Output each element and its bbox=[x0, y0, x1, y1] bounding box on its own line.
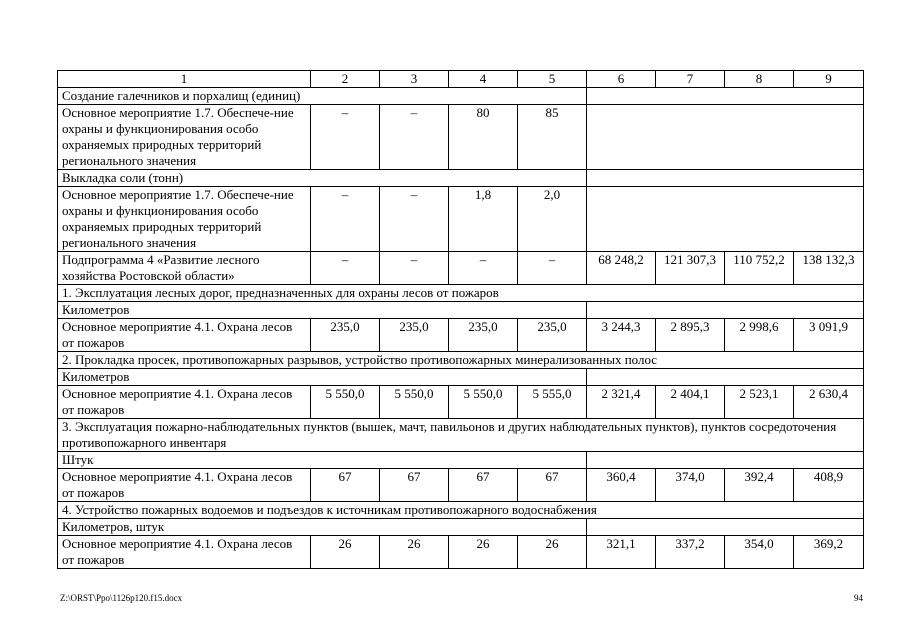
value-cell: 3 244,3 bbox=[587, 319, 656, 352]
row-label: Основное мероприятие 4.1. Охрана лесов от пожаров bbox=[58, 386, 311, 419]
header-cell: 9 bbox=[794, 71, 864, 88]
section-title: Километров bbox=[58, 302, 587, 319]
header-cell: 6 bbox=[587, 71, 656, 88]
header-cell: 3 bbox=[380, 71, 449, 88]
value-cell: 85 bbox=[518, 105, 587, 170]
value-cell: 408,9 bbox=[794, 469, 864, 502]
table-section-row bbox=[58, 452, 864, 469]
value-cell: 67 bbox=[518, 469, 587, 502]
table-section-row bbox=[58, 88, 864, 105]
table-row bbox=[58, 252, 864, 285]
value-cell: 67 bbox=[311, 469, 380, 502]
header-cell: 8 bbox=[725, 71, 794, 88]
value-cell: 110 752,2 bbox=[725, 252, 794, 285]
value-cell: 67 bbox=[380, 469, 449, 502]
header-cell: 2 bbox=[311, 71, 380, 88]
value-cell: 5 555,0 bbox=[518, 386, 587, 419]
section-title: Штук bbox=[58, 452, 587, 469]
value-cell: 374,0 bbox=[656, 469, 725, 502]
empty-cell bbox=[587, 369, 864, 386]
value-cell: 3 091,9 bbox=[794, 319, 864, 352]
value-cell: – bbox=[518, 252, 587, 285]
header-cell: 4 bbox=[449, 71, 518, 88]
value-cell: 360,4 bbox=[587, 469, 656, 502]
empty-cell bbox=[587, 519, 864, 536]
value-cell: 5 550,0 bbox=[380, 386, 449, 419]
value-cell: 121 307,3 bbox=[656, 252, 725, 285]
table-body bbox=[58, 71, 864, 569]
value-cell: 26 bbox=[380, 536, 449, 569]
table-row bbox=[58, 319, 864, 352]
value-cell: 2,0 bbox=[518, 187, 587, 252]
value-cell: – bbox=[311, 105, 380, 170]
value-cell: – bbox=[311, 252, 380, 285]
value-cell: – bbox=[311, 187, 380, 252]
value-cell: 235,0 bbox=[449, 319, 518, 352]
row-label: Основное мероприятие 1.7. Обеспече-ние охраны и функционирования особо охраняемых природных территорий регионального значения bbox=[58, 105, 311, 170]
row-label: Основное мероприятие 4.1. Охрана лесов от пожаров bbox=[58, 536, 311, 569]
table-section-row bbox=[58, 519, 864, 536]
value-cell: 80 bbox=[449, 105, 518, 170]
value-cell: 1,8 bbox=[449, 187, 518, 252]
section-title: Создание галечников и порхалищ (единиц) bbox=[58, 88, 587, 105]
header-cell: 7 bbox=[656, 71, 725, 88]
section-title: 4. Устройство пожарных водоемов и подъездов к источникам противопожарного водоснабжения bbox=[58, 502, 864, 519]
value-cell: 2 321,4 bbox=[587, 386, 656, 419]
value-cell: 138 132,3 bbox=[794, 252, 864, 285]
empty-cell bbox=[587, 302, 864, 319]
table-row bbox=[58, 187, 864, 252]
value-cell: 2 895,3 bbox=[656, 319, 725, 352]
empty-cell bbox=[587, 170, 864, 187]
indicators-table bbox=[57, 70, 864, 569]
value-cell: 2 998,6 bbox=[725, 319, 794, 352]
section-title: Километров, штук bbox=[58, 519, 587, 536]
value-cell: 2 404,1 bbox=[656, 386, 725, 419]
table-row bbox=[58, 105, 864, 170]
value-cell: – bbox=[380, 187, 449, 252]
value-cell: 5 550,0 bbox=[449, 386, 518, 419]
footer-page-number: 94 bbox=[854, 593, 863, 603]
section-title: Километров bbox=[58, 369, 587, 386]
table-section-row bbox=[58, 285, 864, 302]
value-cell: 2 630,4 bbox=[794, 386, 864, 419]
section-title: 2. Прокладка просек, противопожарных разрывов, устройство противопожарных минерализованных полос bbox=[58, 352, 864, 369]
value-cell: 321,1 bbox=[587, 536, 656, 569]
value-cell: 392,4 bbox=[725, 469, 794, 502]
section-title: 1. Эксплуатация лесных дорог, предназначенных для охраны лесов от пожаров bbox=[58, 285, 864, 302]
row-label: Подпрограмма 4 «Развитие лесного хозяйства Ростовской области» bbox=[58, 252, 311, 285]
empty-cell bbox=[587, 452, 864, 469]
table-section-row bbox=[58, 419, 864, 452]
table-row bbox=[58, 536, 864, 569]
value-cell: – bbox=[380, 252, 449, 285]
table-section-row bbox=[58, 369, 864, 386]
value-cell: – bbox=[380, 105, 449, 170]
table-section-row bbox=[58, 352, 864, 369]
value-cell: 67 bbox=[449, 469, 518, 502]
value-cell: 369,2 bbox=[794, 536, 864, 569]
value-cell: 2 523,1 bbox=[725, 386, 794, 419]
empty-cell bbox=[587, 88, 864, 105]
row-label: Основное мероприятие 4.1. Охрана лесов от пожаров bbox=[58, 469, 311, 502]
value-cell: 68 248,2 bbox=[587, 252, 656, 285]
value-cell: 337,2 bbox=[656, 536, 725, 569]
header-cell: 5 bbox=[518, 71, 587, 88]
value-cell: 26 bbox=[518, 536, 587, 569]
empty-cell bbox=[587, 187, 864, 252]
value-cell: 26 bbox=[311, 536, 380, 569]
row-label: Основное мероприятие 1.7. Обеспече-ние охраны и функционирования особо охраняемых природных территорий регионального значения bbox=[58, 187, 311, 252]
value-cell: 26 bbox=[449, 536, 518, 569]
value-cell: 235,0 bbox=[311, 319, 380, 352]
header-cell: 1 bbox=[58, 71, 311, 88]
value-cell: 354,0 bbox=[725, 536, 794, 569]
value-cell: 5 550,0 bbox=[311, 386, 380, 419]
empty-cell bbox=[587, 105, 864, 170]
table-row bbox=[58, 469, 864, 502]
section-title: 3. Эксплуатация пожарно-наблюдательных пунктов (вышек, мачт, павильонов и других наблюдательных пунктов), пунктов сосредоточения противопожарного инвентаря bbox=[58, 419, 864, 452]
table-header-row bbox=[58, 71, 864, 88]
table-section-row bbox=[58, 302, 864, 319]
table-section-row bbox=[58, 170, 864, 187]
row-label: Основное мероприятие 4.1. Охрана лесов от пожаров bbox=[58, 319, 311, 352]
table-section-row bbox=[58, 502, 864, 519]
value-cell: 235,0 bbox=[380, 319, 449, 352]
footer-file-path: Z:\ORST\Ppo\1126p120.f15.docx bbox=[60, 593, 183, 603]
table-row bbox=[58, 386, 864, 419]
value-cell: – bbox=[449, 252, 518, 285]
section-title: Выкладка соли (тонн) bbox=[58, 170, 587, 187]
value-cell: 235,0 bbox=[518, 319, 587, 352]
